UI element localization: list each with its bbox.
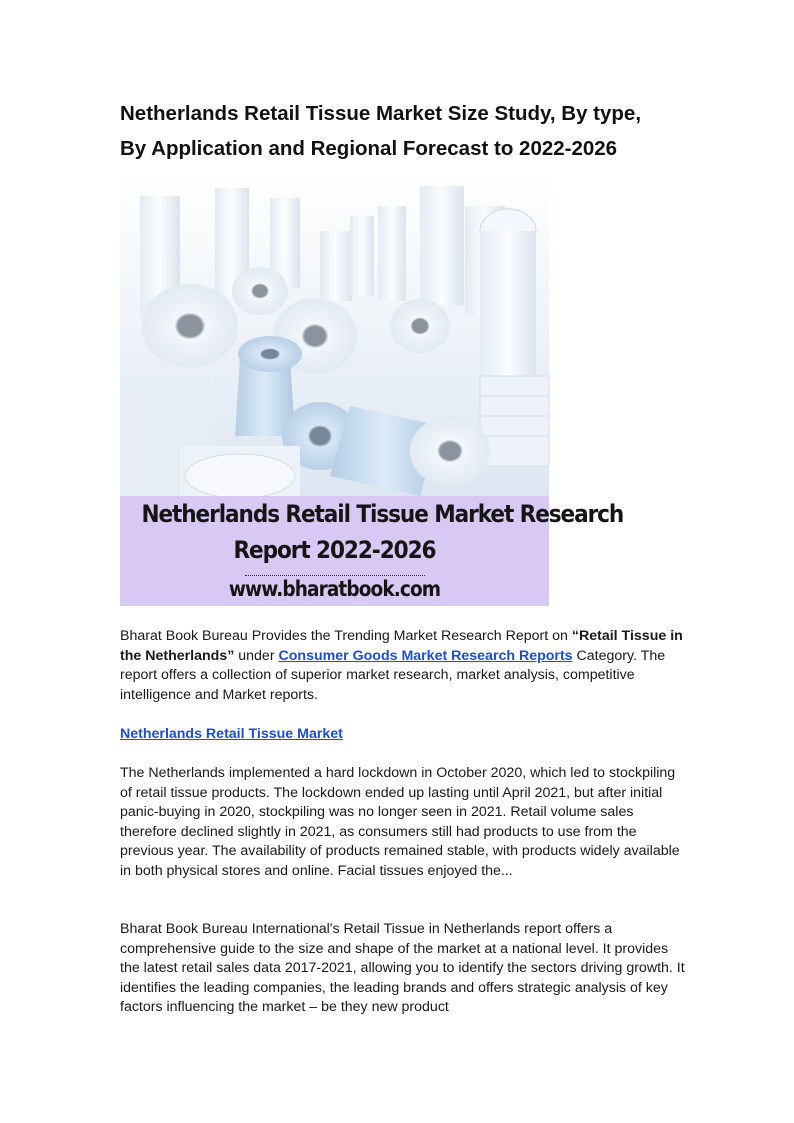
title-line-2: By Application and Regional Forecast to 2022-2026 <box>120 137 618 160</box>
banner-caption-line-2: Report 2022-2026 <box>233 536 436 564</box>
banner-divider <box>245 575 425 576</box>
intro-text-after: Category. The report offers a collection of superior market research, market analysis, competitive intelligence and Market reports. <box>120 647 666 703</box>
summary-paragraph: The Netherlands implemented a hard lockdown in October 2020, which led to stockpiling of retail tissue products. The lockdown ended up lasting until April 2021, but after initial panic-buying in 2020, stockpiling was no longer seen in 2021. Retail volume sales therefore declined slightly in 2021, as consumers still had products to use from the previous year. The availability of products remained stable, with products widely available in both physical stores and online. Facial tissues enjoyed the... <box>120 765 680 879</box>
report-name: “Retail Tissue in the Netherlands” <box>120 628 683 664</box>
intro-text-before: Bharat Book Bureau Provides the Trending Market Research Report on <box>120 628 572 644</box>
tissue-rolls-photo <box>120 176 549 496</box>
report-banner <box>120 176 624 606</box>
intro-paragraph <box>120 627 685 705</box>
title-line-1: Netherlands Retail Tissue Market Size Study, By type, <box>120 102 642 125</box>
report-description-paragraph: Bharat Book Bureau International's Retail Tissue in Netherlands report offers a comprehensive guide to the size and shape of the market at a national level. It provides the latest retail sales data 2017-2021, allowing you to identify the sectors driving growth. It identifies the leading companies, the leading brands and offers strategic analysis of key factors influencing the market – be they new product <box>120 921 685 1016</box>
market-link[interactable]: Netherlands Retail Tissue Market <box>120 726 343 742</box>
intro-text-under: under <box>234 647 279 664</box>
market-link-paragraph <box>120 725 685 745</box>
banner-url: www.bharatbook.com <box>228 577 441 601</box>
banner-caption <box>120 496 624 606</box>
category-link[interactable]: Consumer Goods Market Research Reports <box>278 647 573 664</box>
banner-caption-line-1: Netherlands Retail Tissue Market Research <box>141 500 624 528</box>
page-title <box>120 96 680 166</box>
